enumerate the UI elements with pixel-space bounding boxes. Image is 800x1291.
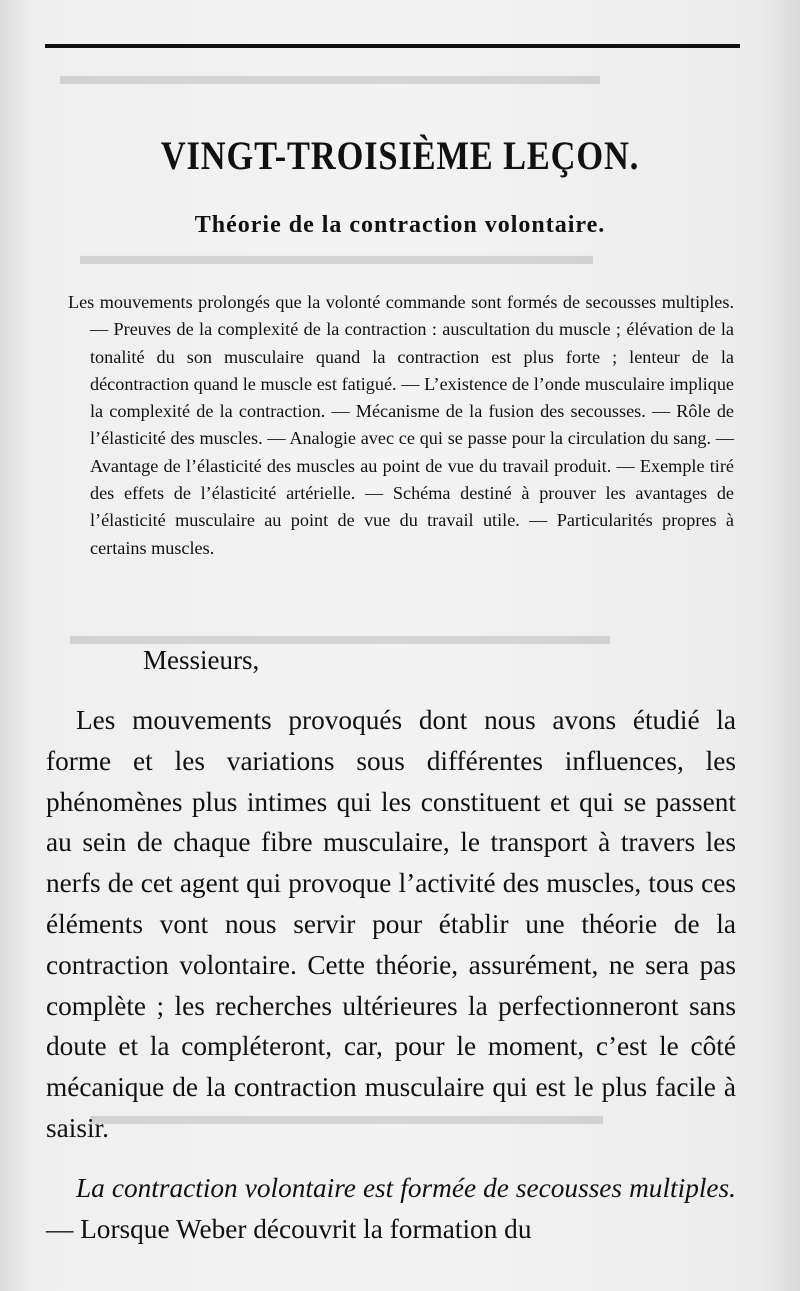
bleed-through-texture: ▬▬▬▬▬▬▬▬▬▬▬▬▬▬▬▬▬▬▬▬	[60, 60, 600, 90]
paragraph-2-text: — Lorsque Weber découvrit la formation du	[46, 1213, 532, 1244]
chapter-summary	[68, 289, 734, 562]
paragraph-2-italic-heading: La contraction volontaire est formée de secousses multiples.	[76, 1173, 736, 1203]
bleed-through-texture: ▬▬▬▬▬▬▬▬▬▬▬▬▬▬▬▬▬▬▬▬	[70, 620, 610, 650]
bleed-through-texture: ▬▬▬▬▬▬▬▬▬▬▬▬▬▬▬▬▬▬▬	[90, 1100, 603, 1130]
lecon-title: VINGT-TROISIÈME LEÇON.	[160, 133, 640, 178]
paragraph-2	[46, 1168, 736, 1250]
paragraph-1: Les mouvements provoqués dont nous avons étudié la forme et les variations sous différentes influences, les phénomènes plus intimes qui les constituent et qui se passent au sein de chaque fibre musculaire, le transport à travers les nerfs de cet agent qui provoque l’activité des muscles, tous ces éléments vont nous servir pour établir une théorie de la contraction volontaire. Cette théorie, assurément, ne sera pas complète ; les recherches ultérieures la perfectionneront sans doute et la compléteront, car, pour le moment, c’est le côté mécanique de la contraction musculaire qui est le plus facile à saisir.	[46, 705, 736, 1143]
lecon-subtitle: Théorie de la contraction volontaire.	[194, 212, 606, 238]
bleed-through-texture: ▬▬▬▬▬▬▬▬▬▬▬▬▬▬▬▬▬▬▬	[80, 240, 593, 270]
body-text	[46, 700, 736, 1149]
summary-text: Les mouvements prolongés que la volonté commande sont formés de secousses multiples. — Preuves de la complexité de la contraction : auscultation du muscle ; élévation de la tonalité du son musculaire quand la contraction est plus forte ; lenteur de la décontraction quand le muscle est fatigué. — L’existence de l’onde musculaire implique la complexité de la contraction. — Mécanisme de la fusion des secousses. — Rôle de l’élasticité des muscles. — Analogie avec ce qui se passe pour la circulation du sang. — Avantage de l’élasticité des muscles au point de vue du travail produit. — Exemple tiré des effets de l’élasticité artérielle. — Schéma destiné à prouver les avantages de l’élasticité musculaire au point de vue du travail utile. — Particularités propres à certains muscles.	[68, 292, 734, 558]
salutation: Messieurs,	[143, 645, 260, 675]
header-rule	[45, 44, 740, 48]
